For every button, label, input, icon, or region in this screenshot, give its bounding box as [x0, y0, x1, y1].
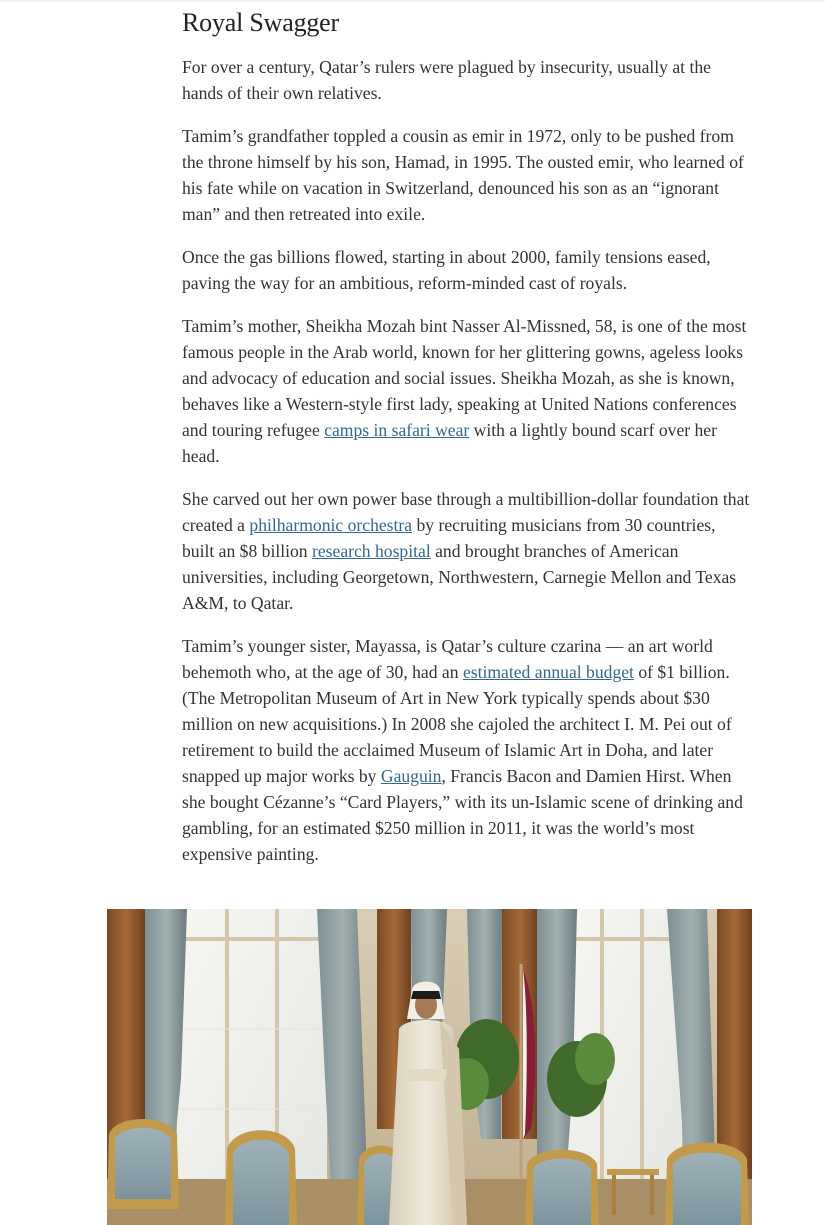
paragraph-text: of $1 billion. (The Metropolitan Museum of Art in New York typically spends about $30 million on new acquisitions.) In 2008 she cajoled the architect I. M. Pei out of retirement to build the acclaimed Museum of Islamic Art in Doha, and later snapped up major works by [182, 662, 732, 786]
link-gauguin[interactable]: Gauguin [380, 766, 442, 786]
paragraph-6 [182, 633, 750, 867]
paragraph-text: Tamim’s mother, Sheikha Mozah bint Nasser Al-Missned, 58, is one of the most famous people in the Arab world, known for her glittering gowns, ageless looks and advocacy of education and social issues. Sheikha Mozah, as she is known, behaves like a Western-style first lady, speaking at United Nations conferences and touring refugee [182, 316, 747, 440]
paragraph-4 [182, 313, 750, 469]
link-estimated-annual-budget[interactable]: estimated annual budget [462, 662, 634, 682]
photo-palace-reception-room [107, 909, 752, 1225]
paragraph-text: For over a century, Qatar’s rulers were plagued by insecurity, usually at the hands of their own relatives. [182, 57, 711, 103]
paragraph-text: , Francis Bacon and Damien Hirst. When she bought Cézanne’s “Card Players,” with its un-Islamic scene of drinking and gambling, for an estimated $250 million in 2011, it was the world’s most expensive painting. [182, 766, 743, 864]
paragraph-1 [182, 54, 750, 106]
paragraph-text: and brought branches of American universities, including Georgetown, Northwestern, Carnegie Mellon and Texas A&M, to Qatar. [182, 541, 737, 613]
link-research-hospital[interactable]: research hospital [312, 541, 431, 561]
paragraph-text: with a lightly bound scarf over her head. [182, 420, 717, 466]
paragraph-3 [182, 244, 750, 296]
paragraph-2 [182, 123, 750, 227]
article-photo [107, 909, 752, 1225]
paragraph-text: by recruiting musicians from 30 countries, built an $8 billion [182, 515, 716, 561]
link-camps-in-safari-wear[interactable]: camps in safari wear [324, 420, 470, 440]
paragraph-5 [182, 486, 750, 616]
section-title: Royal Swagger [182, 8, 339, 37]
link-philharmonic-orchestra[interactable]: philharmonic orchestra [249, 515, 413, 535]
article-body [182, 6, 750, 867]
top-rule [0, 0, 825, 2]
paragraph-text: Tamim’s grandfather toppled a cousin as emir in 1972, only to be pushed from the throne himself by his son, Hamad, in 1995. The ousted emir, who learned of his fate while on vacation in Switzerland, denounced his son as an “ignorant man” and then retreated into exile. [182, 126, 744, 224]
paragraph-text: She carved out her own power base through a multibillion-dollar foundation that created a [182, 489, 750, 535]
paragraph-text: Tamim’s younger sister, Mayassa, is Qatar’s culture czarina — an art world behemoth who, at the age of 30, had an [182, 636, 713, 682]
paragraph-text: Once the gas billions flowed, starting in about 2000, family tensions eased, paving the way for an ambitious, reform-minded cast of royals. [182, 247, 711, 293]
